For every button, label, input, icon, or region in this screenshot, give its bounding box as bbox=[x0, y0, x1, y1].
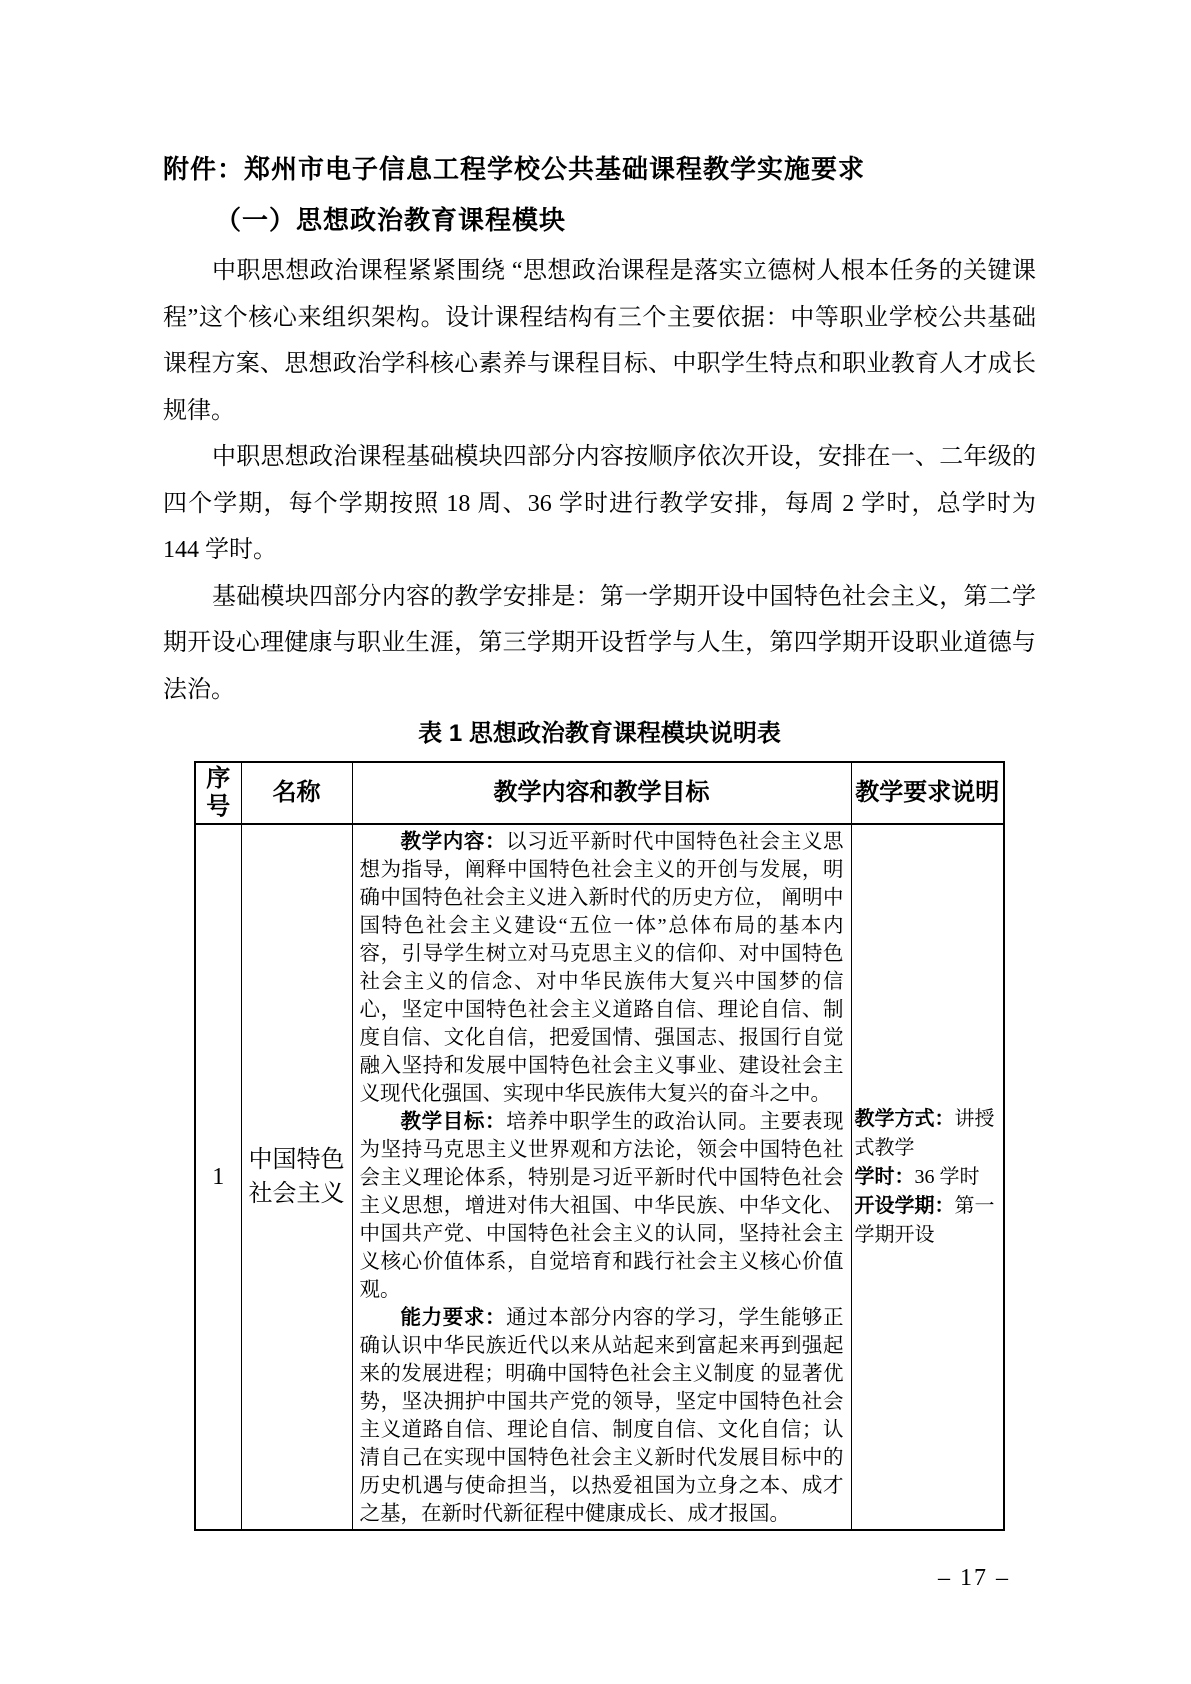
paragraph-arrangement: 基础模块四部分内容的教学安排是：第一学期开设中国特色社会主义，第二学期开设心理健康与职业生涯，第三学期开设哲学与人生，第四学期开设职业道德与法治。 bbox=[163, 583, 1036, 703]
course-module-table bbox=[194, 761, 1005, 1531]
document-body bbox=[163, 150, 1036, 1531]
paragraph-schedule: 中职思想政治课程基础模块四部分内容按顺序依次开设，安排在一、二年级的四个学期，每个学期按照 18 周、36 学时进行教学安排，每周 2 学时，总学时为 144 学时。 bbox=[163, 444, 1036, 563]
teaching-content-label: 教学内容： bbox=[400, 830, 507, 853]
req-class-hours-label: 学时： bbox=[854, 1165, 915, 1188]
ability-requirement-label: 能力要求： bbox=[400, 1306, 507, 1329]
table-caption: 表 1 思想政治教育课程模块说明表 bbox=[418, 720, 781, 747]
cell-teaching-content bbox=[352, 824, 851, 1530]
teaching-goal-label: 教学目标： bbox=[400, 1110, 507, 1133]
req-semester bbox=[855, 1192, 1001, 1250]
doc-title: 附件：郑州市电子信息工程学校公共基础课程教学实施要求 bbox=[163, 154, 866, 184]
teaching-content-text: 以习近平新时代中国特色社会主义思想为指导，阐释中国特色社会主义的开创与发展，明确中国特色社会主义进入新时代的历史方位， 阐明中国特色社会主义建设“五位一体”总体布局的基本内容，引导学生树立对马克思主义的信仰、对中国特色社会主义的信念、对中华民族伟大复兴中国梦的信心，坚定中国特色社会主义道路自信、理论自信、制度自信、文化自信，把爱国情、强国志、报国行自觉融入坚持和发展中国特色社会主义事业、建设社会主义现代化强国、实现中华民族伟大复兴的奋斗之中。 bbox=[359, 831, 844, 1105]
cell-index: 1 bbox=[195, 824, 241, 1530]
page-number: – 17 – bbox=[938, 1565, 1010, 1591]
table-header-row bbox=[195, 762, 1004, 824]
teaching-goal-block bbox=[360, 1108, 844, 1304]
ability-requirement-text: 通过本部分内容的学习，学生能够正确认识中华民族近代以来从站起来到富起来再到强起来的发展进程；明确中国特色社会主义制度 的显著优势，坚决拥护中国共产党的领导，坚定中国特色社会主义道路自信、理论自信、制度自信、文化自信；认清自己在实现中国特色社会主义新时代发展目标中的历史机遇与使命担当，以热爱祖国为立身之本、成才之基，在新时代新征程中健康成长、成才报国。 bbox=[359, 1307, 844, 1525]
req-class-hours bbox=[855, 1163, 1001, 1192]
ability-requirement-block bbox=[360, 1304, 844, 1528]
cell-teaching-requirements bbox=[851, 824, 1004, 1530]
header-index: 序号 bbox=[195, 762, 241, 824]
req-teaching-method bbox=[855, 1105, 1001, 1163]
header-content: 教学内容和教学目标 bbox=[352, 762, 851, 824]
table-row bbox=[195, 824, 1004, 1530]
teaching-content-block bbox=[360, 828, 844, 1108]
section-heading: （一）思想政治教育课程模块 bbox=[215, 205, 567, 235]
teaching-goal-text: 培养中职学生的政治认同。主要表现为坚持马克思主义世界观和方法论，领会中国特色社会主义理论体系，特别是习近平新时代中国特色社会主义思想，增进对伟大祖国、中华民族、中华文化、中国共产党、中国特色社会主义的认同，坚持社会主义核心价值体系，自觉培育和践行社会主义核心价值观。 bbox=[359, 1111, 844, 1301]
header-requirements: 教学要求说明 bbox=[851, 762, 1004, 824]
cell-course-name: 中国特色社会主义 bbox=[241, 824, 352, 1530]
req-teaching-method-text: 讲授式教学 bbox=[854, 1107, 995, 1159]
req-semester-label: 开设学期： bbox=[854, 1194, 955, 1217]
req-class-hours-text: 36 学时 bbox=[914, 1165, 980, 1188]
req-teaching-method-label: 教学方式： bbox=[854, 1107, 955, 1130]
req-semester-text: 第一学期开设 bbox=[854, 1194, 995, 1246]
header-name: 名称 bbox=[241, 762, 352, 824]
paragraph-intro: 中职思想政治课程紧紧围绕 “思想政治课程是落实立德树人根本任务的关键课程”这个核心来组织架构。设计课程结构有三个主要依据：中等职业学校公共基础课程方案、思想政治学科核心素养与课程目标、中职学生特点和职业教育人才成长规律。 bbox=[163, 258, 1036, 424]
